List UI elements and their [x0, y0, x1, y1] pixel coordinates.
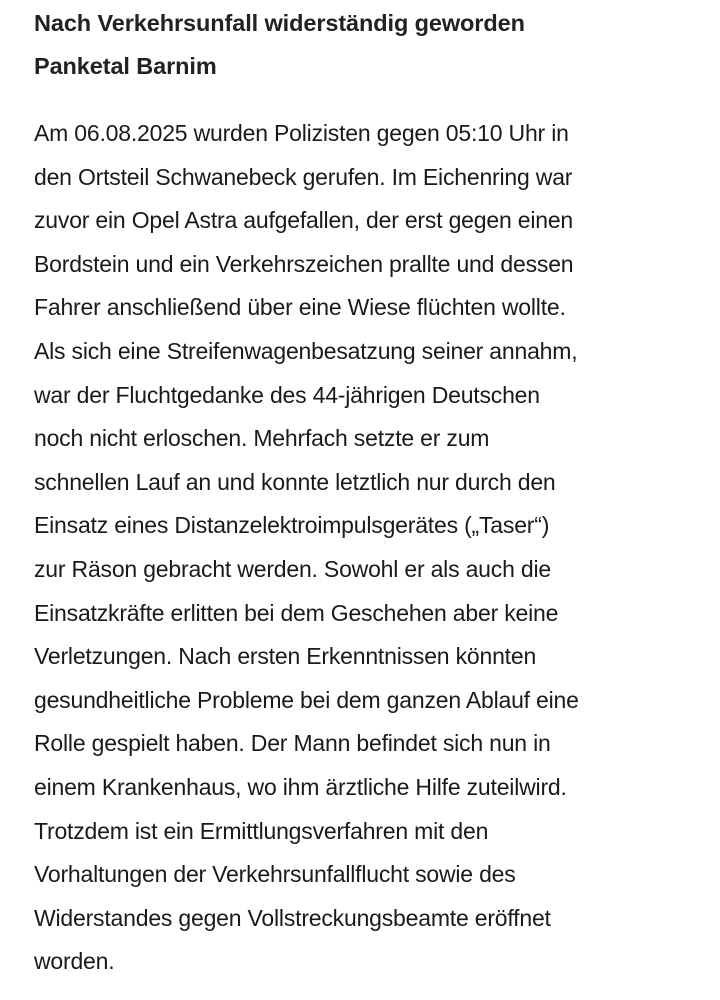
article-headline — [34, 0, 706, 88]
body-line: Am 06.08.2025 wurden Polizisten gegen 05:10 Uhr in — [34, 120, 569, 146]
body-line: Einsatz eines Distanzelektroimpulsgerätes („Taser“) — [34, 512, 550, 539]
body-line: Vorhaltungen der Verkehrsunfallflucht sowie des — [34, 861, 516, 888]
body-line: Rolle gespielt haben. Der Mann befindet sich nun in — [34, 730, 551, 757]
body-line: Widerstandes gegen Vollstreckungsbeamte eröffnet — [34, 904, 551, 931]
body-line: den Ortsteil Schwanebeck gerufen. Im Eichenring war — [34, 163, 573, 190]
body-line: schnellen Lauf an und konnte letztlich nur durch den — [34, 468, 556, 495]
body-line: Einsatzkräfte erlitten bei dem Geschehen aber keine — [34, 599, 559, 626]
body-line: zur Räson gebracht werden. Sowohl er als auch die — [34, 555, 551, 582]
body-line: gesundheitliche Probleme bei dem ganzen Ablauf eine — [34, 686, 579, 713]
body-line: einem Krankenhaus, wo ihm ärztliche Hilfe zuteilwird. — [34, 773, 567, 800]
body-line: Trotzdem ist ein Ermittlungsverfahren mit den — [34, 817, 489, 844]
body-line: Als sich eine Streifenwagenbesatzung seiner annahm, — [34, 337, 578, 364]
body-line: war der Fluchtgedanke des 44-jährigen Deutschen — [34, 381, 540, 408]
news-article — [34, 0, 706, 975]
body-line: zuvor ein Opel Astra aufgefallen, der erst gegen einen — [34, 207, 573, 234]
article-body — [34, 112, 579, 984]
body-line: Verletzungen. Nach ersten Erkenntnissen könnten — [34, 643, 537, 670]
body-line: worden. — [34, 948, 115, 975]
headline-location: Panketal Barnim — [34, 53, 217, 79]
headline-title: Nach Verkehrsunfall widerständig geworden — [34, 10, 525, 36]
body-line: noch nicht erloschen. Mehrfach setzte er zum — [34, 425, 490, 452]
body-line: Fahrer anschließend über eine Wiese flüchten wollte. — [34, 294, 566, 321]
body-line: Bordstein und ein Verkehrszeichen prallte und dessen — [34, 250, 574, 277]
